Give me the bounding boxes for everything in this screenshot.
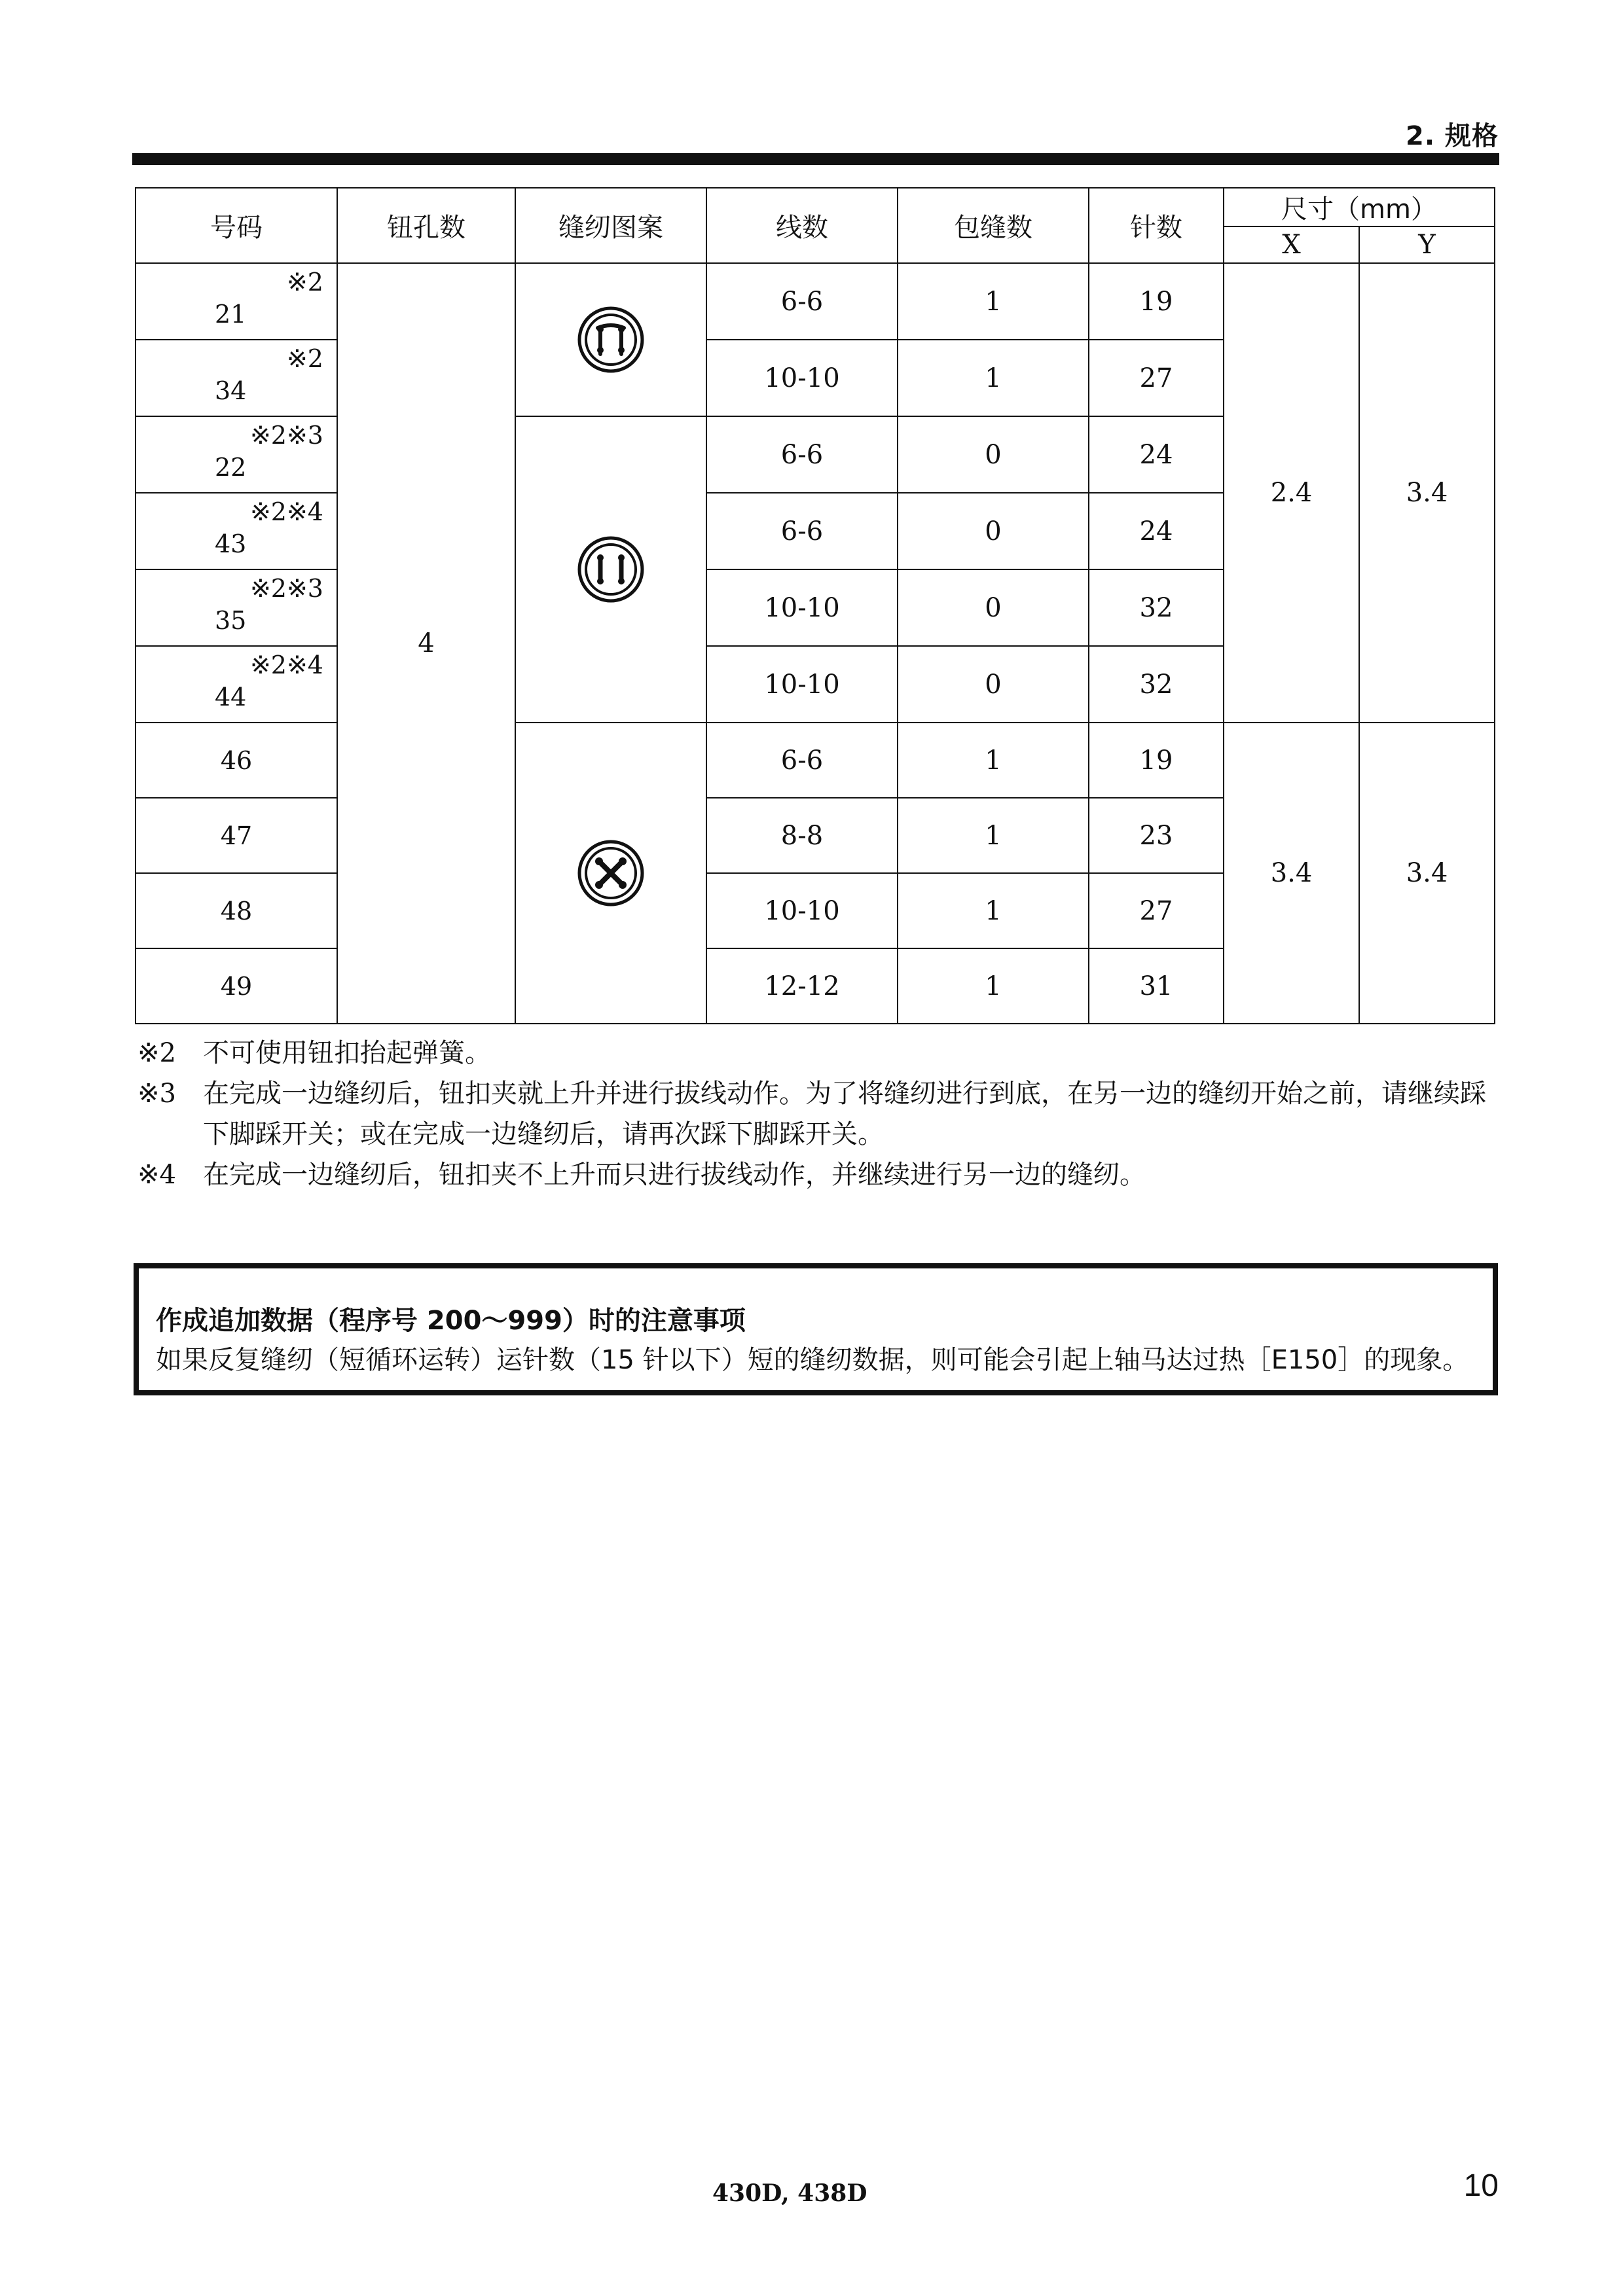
tacks-cell: 0 — [898, 493, 1089, 569]
pattern-cell — [515, 263, 706, 416]
header-x: X — [1224, 226, 1359, 263]
page-number: 10 — [1463, 2168, 1499, 2203]
pattern-cell — [515, 723, 706, 1024]
code-cell — [136, 416, 337, 493]
spec-table — [135, 187, 1495, 1024]
code-cell — [136, 340, 337, 416]
header-y: Y — [1359, 226, 1495, 263]
size-y-cell: 3.4 — [1359, 723, 1495, 1024]
tacks-cell: 0 — [898, 646, 1089, 723]
threads-cell: 6-6 — [706, 493, 898, 569]
stitches-cell: 23 — [1089, 798, 1224, 873]
threads-cell: 10-10 — [706, 646, 898, 723]
stitches-cell: 32 — [1089, 646, 1224, 723]
footnote-mark: ※3 — [137, 1079, 176, 1109]
code-cell — [136, 263, 337, 340]
code-cell — [136, 646, 337, 723]
code-note: ※2※4 — [249, 651, 323, 679]
code-note: ※2 — [286, 268, 323, 296]
header-threads: 线数 — [706, 188, 898, 263]
footnote-mark: ※2 — [137, 1038, 176, 1068]
footnote-mark: ※4 — [137, 1160, 176, 1190]
tacks-cell: 0 — [898, 569, 1089, 646]
footnote — [137, 1155, 1499, 1195]
tacks-cell: 1 — [898, 723, 1089, 798]
header-size: 尺寸（mm） — [1224, 188, 1495, 226]
footnote-text: 在完成一边缝纫后，钮扣夹不上升而只进行拔线动作，并继续进行另一边的缝纫。 — [203, 1160, 1146, 1190]
code-number: 46 — [136, 723, 337, 798]
tacks-cell: 1 — [898, 798, 1089, 873]
cross-stitch-icon — [575, 838, 646, 908]
footnote — [137, 1033, 1499, 1073]
footnotes — [137, 1033, 1499, 1195]
code-number: 49 — [136, 948, 337, 1024]
threads-cell: 6-6 — [706, 416, 898, 493]
tacks-cell: 1 — [898, 263, 1089, 340]
stitches-cell: 19 — [1089, 723, 1224, 798]
size-x-cell: 2.4 — [1224, 263, 1359, 723]
threads-cell: 6-6 — [706, 723, 898, 798]
code-note: ※2 — [286, 344, 323, 373]
stitches-cell: 19 — [1089, 263, 1224, 340]
code-cell — [136, 493, 337, 569]
code-number: 34 — [215, 376, 247, 405]
header-tacks: 包缝数 — [898, 188, 1089, 263]
holes-cell: 4 — [337, 263, 515, 1024]
header-rule — [132, 153, 1499, 165]
code-note: ※2※3 — [249, 421, 323, 450]
code-number: 48 — [136, 873, 337, 948]
threads-cell: 10-10 — [706, 873, 898, 948]
footnote-text: 不可使用钮扣抬起弹簧。 — [203, 1038, 491, 1068]
threads-cell: 8-8 — [706, 798, 898, 873]
caution-title: 作成追加数据（程序号 200～999）时的注意事项 — [156, 1306, 746, 1336]
caution-box — [134, 1263, 1498, 1395]
code-number: 47 — [136, 798, 337, 873]
threads-cell: 10-10 — [706, 340, 898, 416]
size-y-cell: 3.4 — [1359, 263, 1495, 723]
tacks-cell: 1 — [898, 340, 1089, 416]
stitches-cell: 27 — [1089, 873, 1224, 948]
stitches-cell: 24 — [1089, 416, 1224, 493]
footnote-text: 在完成一边缝纫后，钮扣夹就上升并进行拔线动作。为了将缝纫进行到底，在另一边的缝纫开始之前，请继续踩下脚踩开关；或在完成一边缝纫后，请再次踩下脚踩开关。 — [203, 1079, 1486, 1149]
header-holes: 钮孔数 — [337, 188, 515, 263]
stitches-cell: 32 — [1089, 569, 1224, 646]
header-pattern: 缝纫图案 — [515, 188, 706, 263]
code-note: ※2※4 — [249, 497, 323, 526]
threads-cell: 12-12 — [706, 948, 898, 1024]
footer-model: 430D, 438D — [712, 2179, 867, 2207]
pattern-cell — [515, 416, 706, 723]
footnote — [137, 1073, 1499, 1155]
size-x-cell: 3.4 — [1224, 723, 1359, 1024]
code-number: 44 — [215, 683, 247, 711]
stitches-cell: 27 — [1089, 340, 1224, 416]
tacks-cell: 1 — [898, 948, 1089, 1024]
caution-body: 如果反复缝纫（短循环运转）运针数（15 针以下）短的缝纫数据，则可能会引起上轴马达过热［E150］的现象。 — [156, 1345, 1469, 1375]
code-number: 35 — [215, 606, 247, 635]
code-cell — [136, 569, 337, 646]
tacks-cell: 1 — [898, 873, 1089, 948]
code-note: ※2※3 — [249, 574, 323, 603]
code-number: 43 — [215, 529, 247, 558]
code-number: 22 — [215, 453, 247, 482]
table-row — [136, 263, 1495, 340]
parallel-bars-icon — [575, 534, 646, 605]
threads-cell: 10-10 — [706, 569, 898, 646]
parallel-loops-icon — [575, 304, 646, 375]
section-title: 2. 规格 — [1406, 121, 1499, 151]
stitches-cell: 24 — [1089, 493, 1224, 569]
threads-cell: 6-6 — [706, 263, 898, 340]
header-stitches: 针数 — [1089, 188, 1224, 263]
stitches-cell: 31 — [1089, 948, 1224, 1024]
code-number: 21 — [215, 300, 247, 329]
header-code: 号码 — [136, 188, 337, 263]
tacks-cell: 0 — [898, 416, 1089, 493]
